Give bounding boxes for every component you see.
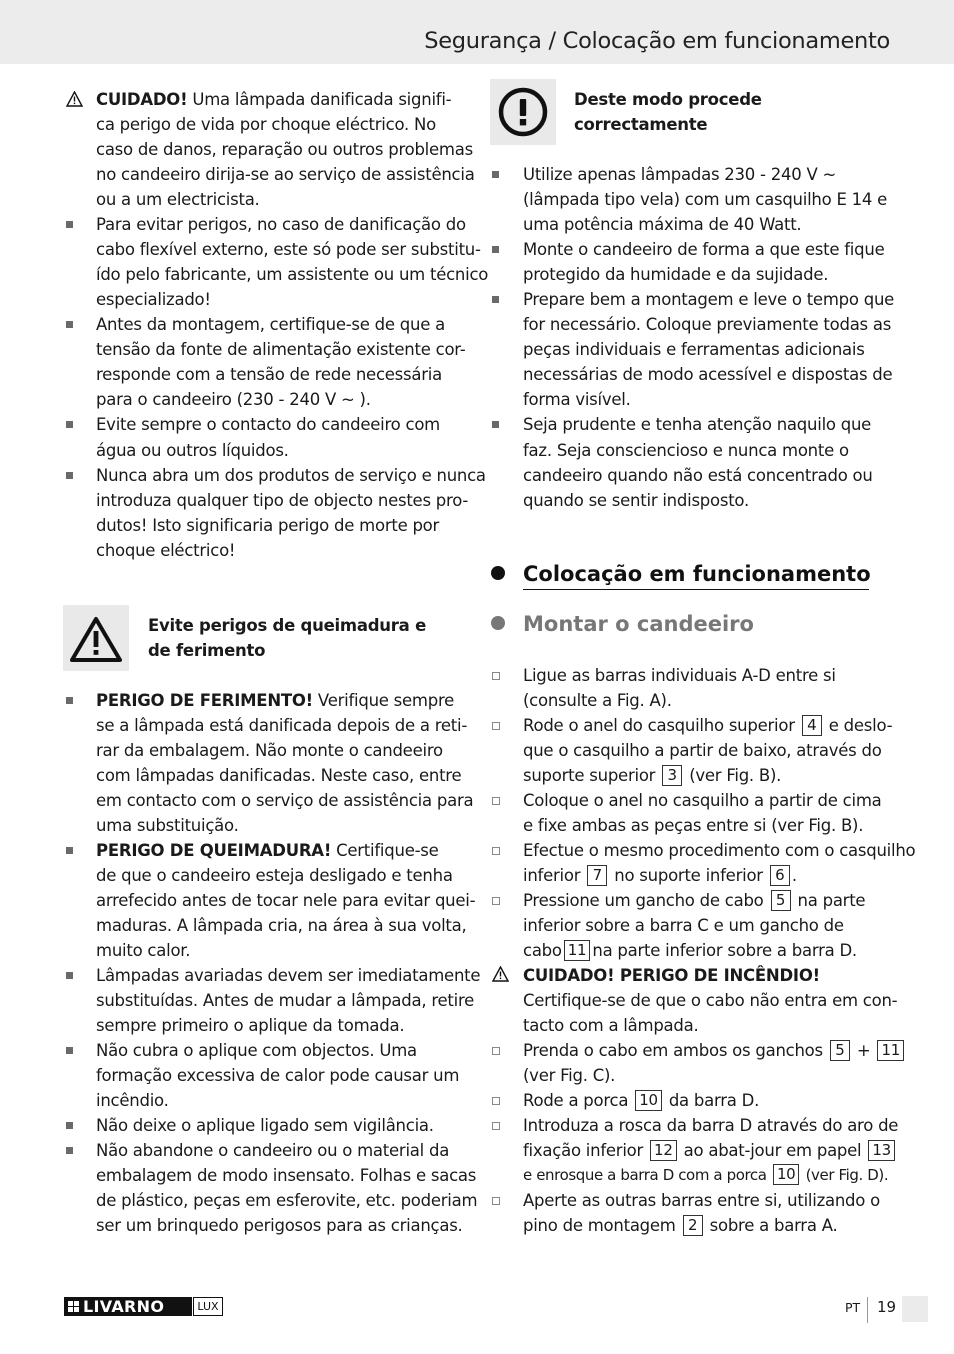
section-heading: Colocação em funcionamento [523,562,871,586]
text-line: Prenda o cabo em ambos os ganchos 5 + 11 [523,1038,906,1063]
info-box-title: correctamente [574,115,708,134]
part-number: 3 [662,765,682,786]
text-line: uma potência máxima de 40 Watt. [523,215,802,234]
warning-box-title: Evite perigos de queimadura e [148,616,427,635]
text-line: ído pelo fabricante, um assistente ou um técnico [96,265,489,284]
bullet-square [66,1147,73,1154]
text-line: Para evitar perigos, no caso de danificação do [96,215,466,234]
text-line: de que o candeeiro esteja desligado e tenha [96,866,453,885]
text-line: Monte o candeeiro de forma a que este fique [523,240,885,259]
text-line: (consulte a Fig. A). [523,691,672,710]
text-line: introduza qualquer tipo de objecto nestes pro- [96,491,469,510]
page-header [0,0,954,64]
part-number: 7 [587,865,607,886]
text-line: ou a um electricista. [96,190,260,209]
text-line: Não deixe o aplique ligado sem vigilância. [96,1116,434,1135]
text-line: Aperte as outras barras entre si, utilizando o [523,1191,880,1210]
text-line: Não cubra o aplique com objectos. Uma [96,1041,417,1060]
text-line: peças individuais e ferramentas adicionais [523,340,865,359]
footer-tab-marker [902,1296,928,1322]
part-number: 10 [773,1164,799,1185]
bullet-square [66,1047,73,1054]
warning-icon [492,966,509,982]
warning-box-title: de ferimento [148,641,266,660]
text-line: Lâmpadas avariadas devem ser imediatamente [96,966,481,985]
text-line: inferior 7 no suporte inferior 6 . [523,866,797,885]
caution-line-1: CUIDADO! Uma lâmpada danificada signifi- [96,90,452,109]
text-line: Utilize apenas lâmpadas 230 - 240 V ~ [523,165,837,184]
text-line: necessárias de modo acessível e dispostas de [523,365,893,384]
text-line: Antes da montagem, certifique-se de que a [96,315,445,334]
part-number: 6 [770,865,790,886]
text-line: no candeeiro dirija-se ao serviço de assistência [96,165,475,184]
part-number: 12 [650,1140,677,1161]
part-number: 10 [635,1090,662,1111]
text-line: Introduza a rosca da barra D através do aro de [523,1116,899,1135]
text-line: (lâmpada tipo vela) com um casquilho E 14 e [523,190,888,209]
text-line: arrefecido antes de tocar nele para evitar quei- [96,891,476,910]
text-line: para o candeeiro (230 - 240 V ~ ). [96,390,371,409]
text-line: se a lâmpada está danificada depois de a reti- [96,716,468,735]
text-line: cabo 11 na parte inferior sobre a barra D. [523,941,857,960]
bullet-square [66,472,73,479]
text-line: substituídas. Antes de mudar a lâmpada, retire [96,991,475,1010]
text-line: Seja prudente e tenha atenção naquilo que [523,415,872,434]
step-checkbox [492,672,500,680]
text-line: de plástico, peças em esferovite, etc. poderiam [96,1191,478,1210]
step-checkbox [492,1097,500,1105]
fire-warning-label: CUIDADO! PERIGO DE INCÊNDIO! [523,966,820,985]
text-line: (ver Fig. C). [523,1066,616,1085]
heading-bullet [491,566,505,580]
text-line: com lâmpadas danificadas. Neste caso, entre [96,766,462,785]
text-line: água ou outros líquidos. [96,441,289,460]
livarno-lux-logo [64,1297,224,1316]
part-number: 11 [564,940,591,961]
step-checkbox [492,1197,500,1205]
text-line: caso de danos, reparação ou outros problemas [96,140,473,159]
page-number: 19 [877,1298,897,1316]
text-line: candeeiro quando não está concentrado ou [523,466,873,485]
text-line: faz. Seja consciencioso e nunca monte o [523,441,849,460]
subheading-bullet [491,616,505,630]
text-line: ca perigo de vida por choque eléctrico. No [96,115,436,134]
text-line: PERIGO DE QUEIMADURA! Certifique-se [96,841,439,860]
part-number: 2 [683,1215,703,1236]
text-line: suporte superior 3 (ver Fig. B). [523,766,782,785]
text-line: muito calor. [96,941,191,960]
bullet-square [66,847,73,854]
footer-divider [867,1297,868,1323]
warning-box [63,605,129,671]
heading-underline [523,589,869,590]
text-line: for necessário. Coloque previamente todas as [523,315,892,334]
text-line: que o casquilho a partir de baixo, através do [523,741,882,760]
text-line: fixação inferior 12 ao abat-jour em papel 13 [523,1138,897,1163]
step-checkbox [492,1047,500,1055]
bullet-square [66,1122,73,1129]
text-line: formação excessiva de calor pode causar um [96,1066,460,1085]
text-line: Rode a porca 10 da barra D. [523,1091,760,1110]
bullet-square [66,697,73,704]
step-checkbox [492,1122,500,1130]
text-line: ser um brinquedo perigosos para as crianças. [96,1216,463,1235]
text-line: maduras. A lâmpada cria, na área à sua volta, [96,916,467,935]
exclamation-circle-icon [490,79,556,145]
text-line: e fixe ambas as peças entre si (ver Fig. B). [523,816,864,835]
step-checkbox [492,722,500,730]
step-checkbox [492,897,500,905]
text-line: forma visível. [523,390,631,409]
text-line: Nunca abra um dos produtos de serviço e nunca [96,466,486,485]
text-line: pino de montagem 2 sobre a barra A. [523,1216,838,1235]
part-number: 4 [802,715,822,736]
text-line: PERIGO DE FERIMENTO! Verifique sempre [96,691,455,710]
text-line: em contacto com o serviço de assistência para [96,791,474,810]
text-line: incêndio. [96,1091,169,1110]
info-box-title: Deste modo procede [574,90,762,109]
text-line: Pressione um gancho de cabo 5 na parte [523,891,866,910]
text-line: cabo flexível externo, este só pode ser substitu- [96,240,481,259]
text-line: uma substituição. [96,816,239,835]
text-line: Evite sempre o contacto do candeeiro com [96,415,440,434]
text-line: Não abandone o candeeiro ou o material da [96,1141,450,1160]
bullet-square [492,296,499,303]
warning-triangle-icon [63,605,129,671]
text-line: responde com a tensão de rede necessária [96,365,442,384]
brand-name: LIVARNO [83,1297,165,1316]
text-line: Prepare bem a montagem e leve o tempo que [523,290,895,309]
part-number: 5 [771,890,791,911]
warning-icon [66,91,83,107]
text-line: e enrosque a barra D com a porca 10 (ver Fig. D). [523,1165,889,1184]
text-line: embalagem de modo insensato. Folhas e sacas [96,1166,477,1185]
info-box [490,79,556,145]
text-line: dutos! Isto significaria perigo de morte por [96,516,440,535]
part-number: 5 [830,1040,850,1061]
bullet-square [492,171,499,178]
text-line: Ligue as barras individuais A-D entre si [523,666,836,685]
bullet-square [66,221,73,228]
text-line: Certifique-se de que o cabo não entra em con- [523,991,898,1010]
part-number: 13 [868,1140,895,1161]
text-line: Efectue o mesmo procedimento com o casquilho [523,841,916,860]
text-line: especializado! [96,290,211,309]
step-checkbox [492,797,500,805]
text-line: protegido da humidade e da sujidade. [523,265,829,284]
text-line: choque eléctrico! [96,541,236,560]
text-line: sempre primeiro o aplique da tomada. [96,1016,405,1035]
bullet-square [492,421,499,428]
text-line: Coloque o anel no casquilho a partir de cima [523,791,882,810]
text-line: rar da embalagem. Não monte o candeeiro [96,741,443,760]
bullet-square [66,972,73,979]
brand-sub: LUX [193,1297,223,1316]
step-checkbox [492,847,500,855]
bullet-square [492,246,499,253]
language-code: PT [845,1300,861,1315]
text-line: tacto com a lâmpada. [523,1016,699,1035]
sub-heading: Montar o candeeiro [523,612,754,636]
text-line: tensão da fonte de alimentação existente cor- [96,340,466,359]
text-line: Rode o anel do casquilho superior 4 e deslo- [523,716,893,735]
part-number: 11 [877,1040,904,1061]
page-title: Segurança / Colocação em funcionamento [424,28,890,54]
bullet-square [66,321,73,328]
text-line: inferior sobre a barra C e um gancho de [523,916,844,935]
text-line: quando se sentir indisposto. [523,491,749,510]
bullet-square [66,421,73,428]
